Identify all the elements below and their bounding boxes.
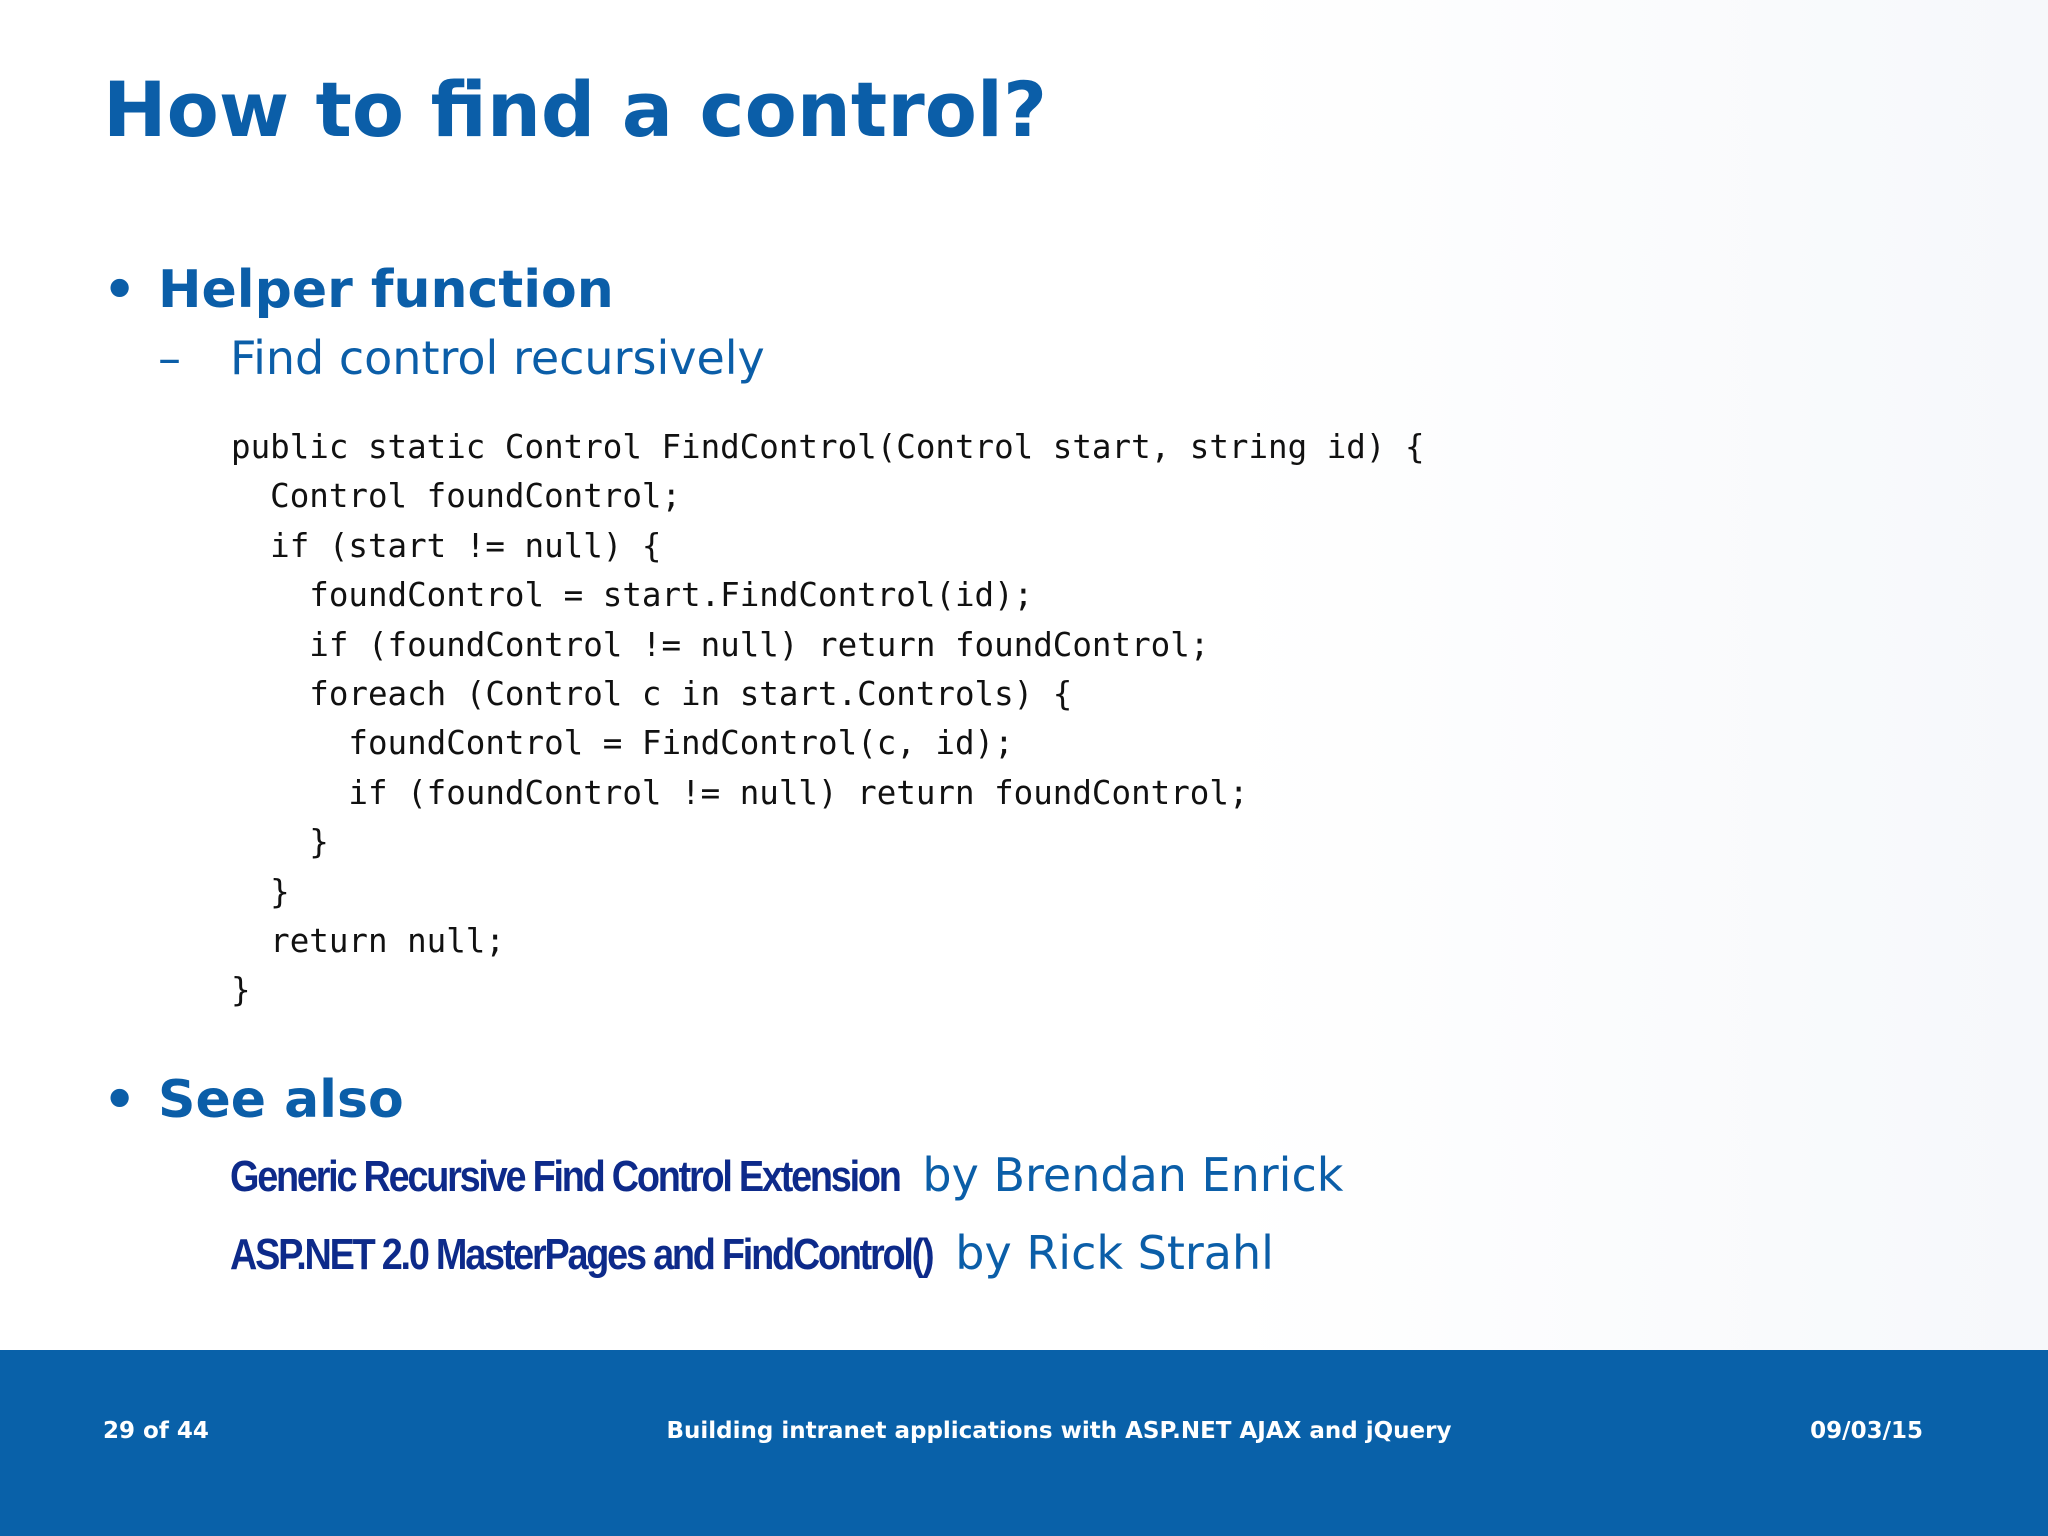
bullet-label: Helper function bbox=[158, 260, 614, 320]
code-line: } bbox=[231, 971, 251, 1010]
code-line: return null; bbox=[231, 921, 505, 960]
slide-title: How to find a control? bbox=[103, 65, 1048, 154]
sub-bullet-dash: – bbox=[158, 331, 181, 385]
slide-date: 09/03/15 bbox=[1810, 1418, 1923, 1444]
page-number: 29 of 44 bbox=[103, 1418, 209, 1444]
reference-author: by Brendan Enrick bbox=[922, 1148, 1344, 1202]
reference-author: by Rick Strahl bbox=[955, 1226, 1274, 1280]
code-line: public static Control FindControl(Control start, string id) { bbox=[231, 428, 1425, 466]
presentation-title: Building intranet applications with ASP.NET AJAX and jQuery bbox=[666, 1418, 1452, 1444]
code-line: foreach (Control c in start.Controls) { bbox=[231, 674, 1073, 713]
code-line: foundControl = start.FindControl(id); bbox=[231, 576, 1034, 615]
code-line: Control foundControl; bbox=[231, 477, 682, 516]
reference-item bbox=[230, 1148, 1343, 1214]
code-line: } bbox=[231, 872, 290, 911]
code-line: if (foundControl != null) return foundControl; bbox=[231, 625, 1210, 664]
reference-link[interactable]: Generic Recursive Find Control Extension bbox=[230, 1152, 900, 1201]
code-line: foundControl = FindControl(c, id); bbox=[231, 724, 1014, 763]
reference-item bbox=[230, 1226, 1274, 1292]
bullet-label: See also bbox=[158, 1070, 404, 1130]
sub-bullet-label: Find control recursively bbox=[230, 331, 765, 385]
bullet-dot: • bbox=[103, 1070, 137, 1130]
footer-bar bbox=[0, 1350, 2048, 1536]
code-line: if (foundControl != null) return foundControl; bbox=[231, 773, 1249, 812]
code-line: } bbox=[231, 823, 329, 862]
bullet-dot: • bbox=[103, 260, 137, 320]
reference-link[interactable]: ASP.NET 2.0 MasterPages and FindControl() bbox=[230, 1230, 933, 1279]
code-line: if (start != null) { bbox=[231, 526, 662, 565]
code-block bbox=[231, 423, 1425, 1016]
